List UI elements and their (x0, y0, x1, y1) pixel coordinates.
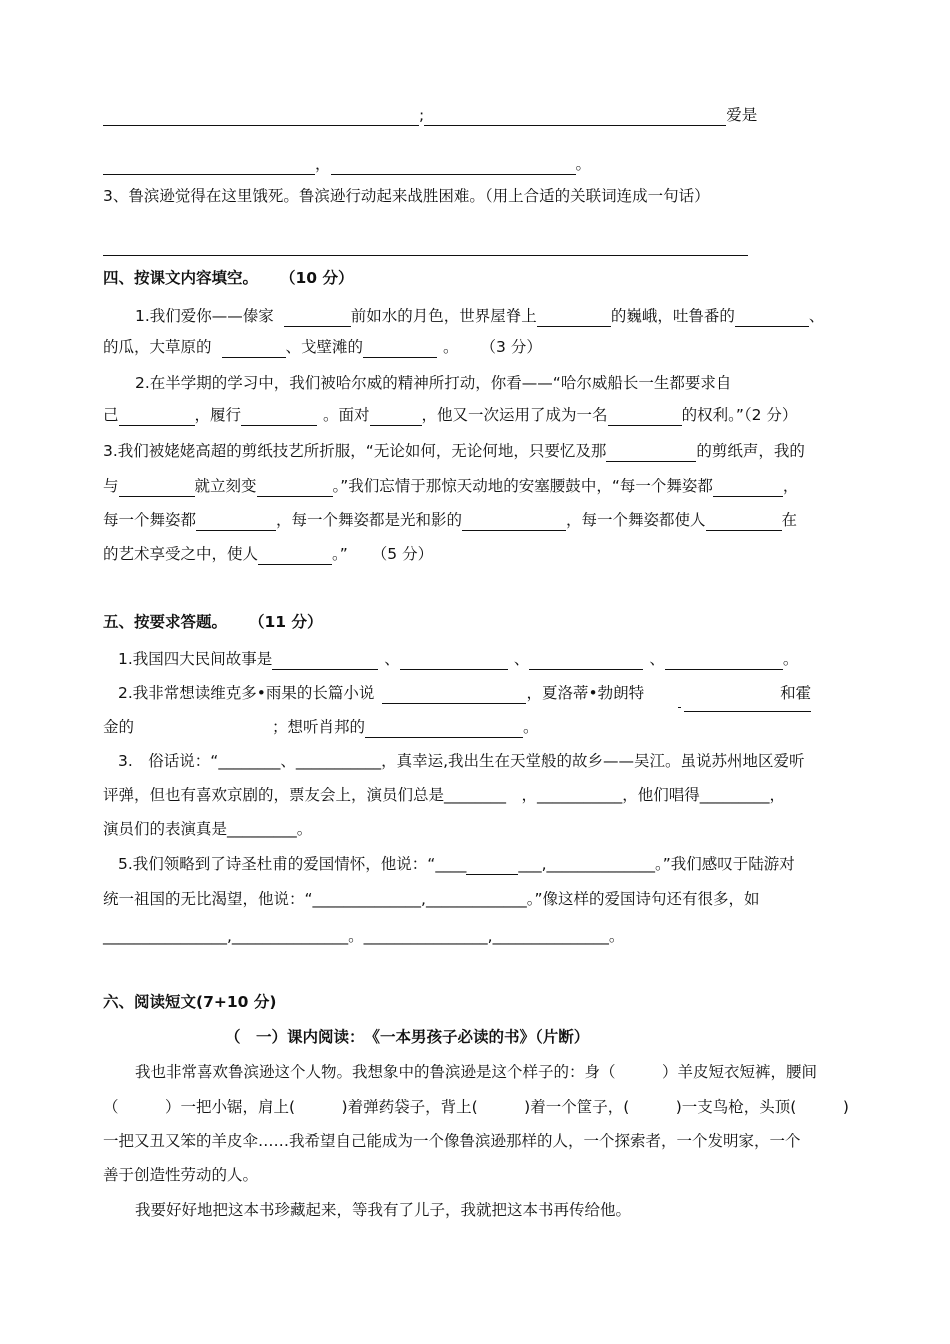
text: 。 (523, 718, 539, 736)
s5-item3-line1: 3. 俗话说：“________、___________，真幸运,我出生在天堂般的故乡——吴江。虽说苏州地区爱听 (118, 752, 805, 770)
text: 每一个舞姿都 (103, 511, 197, 529)
s4-item2-line2 (103, 404, 797, 426)
blank[interactable] (606, 443, 696, 462)
blank[interactable] (103, 107, 419, 126)
label-ai-shi: 爱是 (726, 106, 758, 124)
blank[interactable] (119, 407, 195, 426)
text: 。 (443, 338, 459, 356)
text: 的剪纸声，我的 (696, 442, 805, 460)
question-3-text: 3、鲁滨逊觉得在这里饿死。鲁滨逊行动起来战胜困难。（用上合适的关联词连成一句话） (103, 187, 710, 205)
text: 2.我非常想读维克多•雨果的长篇小说 (118, 684, 375, 702)
section-score: （10 分） (280, 269, 354, 287)
answer-line-2 (103, 153, 591, 175)
s5-item1 (118, 648, 798, 670)
s5-item3-line3: 演员们的表演真是_________。 (103, 820, 313, 838)
score: （5 分） (371, 545, 434, 563)
text: 、 (808, 307, 825, 325)
section-score: （11 分） (249, 613, 323, 631)
blank[interactable] (365, 719, 523, 738)
s4-item3-line3 (103, 509, 797, 531)
blank[interactable] (735, 308, 809, 327)
s4-item3-line1 (103, 440, 805, 462)
section-5-heading (103, 611, 322, 633)
section-title: 五、按要求答题。 (103, 613, 228, 631)
s4-item3-line4 (103, 543, 433, 565)
text: 。” (332, 545, 348, 563)
blank[interactable] (272, 651, 378, 670)
text: 的权利。”（2 分） (681, 406, 798, 424)
answer-rule[interactable] (103, 255, 748, 256)
text: 5.我们领略到了诗圣杜甫的爱国情怀，他说：“____ (118, 855, 467, 873)
passage-line-2: （ ）一把小锯，肩上( )着弹药袋子，背上( )着一个筐子，( )一支鸟枪，头顶( ) (103, 1098, 849, 1116)
text: 、 (649, 650, 665, 668)
section-title: 四、按课文内容填空。 (103, 269, 259, 287)
blank[interactable] (103, 156, 315, 175)
answer-line-1 (103, 104, 757, 126)
separator: ， (315, 155, 331, 173)
section-6-heading: 六、阅读短文(7+10 分) (103, 993, 277, 1011)
blank[interactable] (608, 407, 682, 426)
s4-item2-line1: 2.在半学期的学习中，我们被哈尔威的精神所打动，你看——“哈尔威船长一生都要求自 (135, 374, 732, 392)
blank[interactable] (665, 651, 783, 670)
text: 的巍峨，吐鲁番的 (610, 307, 735, 325)
blank[interactable] (257, 478, 333, 497)
blank[interactable] (370, 407, 422, 426)
blank[interactable] (331, 156, 576, 175)
blank[interactable] (466, 856, 518, 875)
text: 3.我们被姥姥高超的剪纸技艺所折服，“无论如何，无论何地，只要忆及那 (103, 442, 607, 460)
blank[interactable] (382, 685, 526, 704)
blank[interactable] (529, 651, 643, 670)
text: ，他又一次运用了成为一名 (421, 406, 608, 424)
blank[interactable] (258, 546, 332, 565)
text: ，每一个舞姿都是光和影的 (276, 511, 463, 529)
s5-item3-line2: 评弹，但也有喜欢京剧的，票友会上，演员们总是________ ，___________，他们唱得_________， (103, 786, 786, 804)
text: 、戈壁滩的 (285, 338, 364, 356)
text: ；想听肖邦的 (272, 718, 366, 736)
blank[interactable] (284, 308, 351, 327)
text: 己 (103, 406, 119, 424)
s4-item3-line2 (103, 475, 798, 497)
text: ，履行 (194, 406, 242, 424)
blank[interactable] (713, 478, 783, 497)
passage-paragraph-2: 我要好好地把这本书珍藏起来，等我有了儿子，我就把这本书再传给他。 (135, 1201, 632, 1219)
passage-line-4: 善于创造性劳动的人。 (103, 1166, 259, 1184)
text: 和霍 (780, 684, 812, 702)
tick (678, 707, 681, 708)
text: 与 (103, 477, 119, 495)
text: 在 (781, 511, 798, 529)
blank[interactable] (537, 308, 611, 327)
passage-line-3: 一把又丑又笨的羊皮伞……我希望自己能成为一个像鲁滨逊那样的人，一个探索者，一个发明家，一个 (103, 1132, 801, 1150)
s5-item5-line3: ________________,_______________。________________,_______________。 (103, 927, 625, 945)
text: 。 (782, 650, 799, 668)
text: 就立刻变 (194, 477, 257, 495)
s5-item5-line2: 统一祖国的无比渴望，他说：“______________,_____________。”像这样的爱国诗句还有很多，如 (103, 890, 760, 908)
text: 前如水的月色，世界屋脊上 (350, 307, 537, 325)
blank[interactable] (706, 512, 782, 531)
text: ___,______________。”我们感叹于陆游对 (518, 855, 795, 873)
s5-item2-line1 (118, 682, 811, 704)
s4-item1-line1 (135, 305, 824, 327)
blank[interactable] (222, 339, 286, 358)
blank[interactable] (196, 512, 276, 531)
blank[interactable] (363, 339, 437, 358)
answer-rule[interactable] (684, 711, 811, 712)
text: 金的 (103, 718, 135, 736)
s4-item1-line2 (103, 336, 542, 358)
blank[interactable] (119, 478, 195, 497)
blank[interactable] (424, 107, 726, 126)
reading-subtitle: （ 一）课内阅读： 《一本男孩子必读的书》（片断） (225, 1028, 590, 1046)
text: ，每一个舞姿都使人 (566, 511, 706, 529)
s5-item2-line2 (103, 716, 539, 738)
text: 1.我国四大民间故事是 (118, 650, 273, 668)
blank[interactable] (241, 407, 317, 426)
blank[interactable] (462, 512, 566, 531)
text: ，夏洛蒂•勃朗特 (526, 684, 645, 702)
blank[interactable] (400, 651, 508, 670)
text: 的瓜，大草原的 (103, 338, 212, 356)
text: 、 (513, 650, 530, 668)
text: 的艺术享受之中，使人 (103, 545, 259, 563)
text: 。”我们忘情于那惊天动地的安塞腰鼓中，“每一个舞姿都 (332, 477, 713, 495)
s5-item5-line1 (118, 853, 795, 875)
section-4-heading (103, 267, 353, 289)
text: 。面对 (323, 406, 370, 424)
score: （3 分） (480, 338, 542, 356)
text: 、 (384, 650, 400, 668)
text: 1.我们爱你——傣家 (135, 307, 274, 325)
period: 。 (575, 155, 592, 173)
passage-line-1: 我也非常喜欢鲁滨逊这个人物。我想象中的鲁滨逊是这个样子的：身（ ）羊皮短衣短裤，腰间 (135, 1063, 818, 1081)
text: ， (782, 477, 799, 495)
separator: ; (419, 106, 425, 124)
